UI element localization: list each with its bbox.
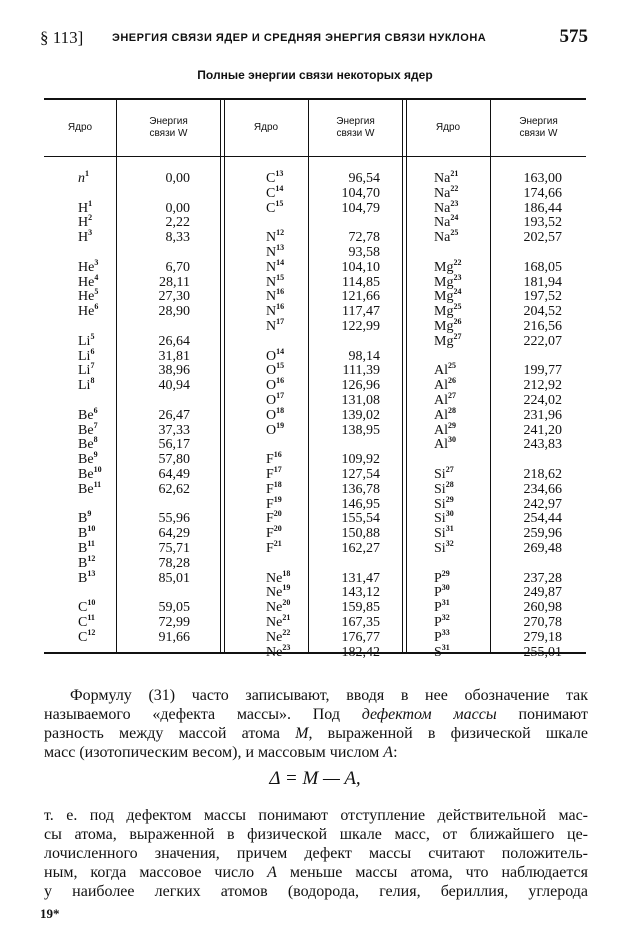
nucleus-symbol: $O^{18}$ — [266, 405, 285, 423]
binding-energy-value: 31,81 — [158, 348, 190, 364]
binding-energy-value: 155,54 — [341, 511, 380, 527]
nucleus-symbol: Ne$^{18}$ — [266, 568, 291, 586]
binding-energy-value: 78,28 — [158, 555, 190, 571]
binding-energy-value: 104,79 — [341, 200, 380, 216]
paragraph-line: Формулу (31) часто записывают, вводя в нее обозначение так — [70, 687, 588, 704]
binding-energy-value: 182,42 — [341, 644, 380, 660]
nucleus-symbol: He$^5$ — [78, 287, 99, 305]
binding-energy-value: 111,39 — [342, 363, 380, 379]
nucleus-symbol: Be$^8$ — [78, 435, 98, 453]
running-title: ЭНЕРГИЯ СВЯЗИ ЯДЕР И СРЕДНЯЯ ЭНЕРГИЯ СВЯЗИ НУКЛОНА — [112, 32, 487, 44]
binding-energy-value: 93,58 — [348, 245, 380, 260]
nucleus-symbol: $C^{12}$ — [78, 627, 96, 645]
section-number: § 113] — [40, 28, 84, 47]
binding-energy-value: 234,66 — [523, 481, 562, 497]
binding-energy-value: 204,52 — [523, 304, 562, 320]
binding-energy-value: 181,94 — [523, 274, 562, 290]
nucleus-symbol: Mg$^{24}$ — [434, 287, 462, 305]
binding-energy-value: 202,57 — [523, 230, 562, 246]
nucleus-symbol: Al$^{28}$ — [434, 405, 456, 423]
binding-energy-value: 109,92 — [341, 452, 380, 468]
nucleus-symbol: Mg$^{23}$ — [434, 272, 462, 290]
header-energy: Энергия связи W — [336, 116, 375, 139]
binding-energy-value: 0,00 — [165, 200, 190, 216]
header-energy: Энергия связи W — [519, 116, 558, 139]
nucleus-symbol: $N^{16}$ — [266, 287, 285, 305]
nucleus-symbol: $S^{31}$ — [434, 642, 450, 660]
binding-energy-value: 64,49 — [158, 467, 190, 482]
nucleus-symbol: Na$^{22}$ — [434, 183, 459, 201]
nucleus-symbol: Mg$^{22}$ — [434, 257, 462, 275]
nucleus-symbol: $H^1$ — [78, 198, 93, 216]
header-rule — [44, 156, 586, 157]
binding-energy-value: 167,35 — [341, 615, 380, 630]
binding-energy-value: 259,96 — [523, 526, 562, 542]
binding-energy-value: 85,01 — [158, 570, 190, 586]
binding-energy-value: 163,00 — [523, 171, 562, 186]
nucleus-symbol: $F^{16}$ — [266, 450, 282, 468]
nucleus-symbol: $N^{16}$ — [266, 302, 285, 320]
binding-energy-value: 150,88 — [341, 526, 380, 542]
binding-energy-value: 104,10 — [341, 259, 380, 275]
nucleus-symbol: Si$^{31}$ — [434, 524, 454, 542]
nucleus-symbol: Mg$^{25}$ — [434, 302, 462, 320]
nucleus-symbol: Mg$^{27}$ — [434, 331, 462, 349]
binding-energy-table — [44, 98, 586, 660]
binding-energy-value: 241,20 — [523, 422, 562, 438]
binding-energy-value: 270,78 — [523, 615, 562, 630]
nucleus-symbol: $F^{19}$ — [266, 494, 282, 512]
binding-energy-value: 176,77 — [341, 629, 380, 645]
binding-energy-value: 260,98 — [523, 600, 562, 616]
binding-energy-value: 75,71 — [158, 541, 190, 556]
paragraph-line: называемого «дефекта массы». Под дефектом массы понимают — [44, 706, 588, 723]
column-divider-double — [402, 100, 407, 652]
nucleus-symbol: Al$^{27}$ — [434, 391, 456, 408]
signature-mark: 19* — [40, 906, 60, 921]
nucleus-symbol: $C^{15}$ — [266, 198, 284, 216]
binding-energy-value: 28,90 — [158, 304, 190, 320]
binding-energy-value: 37,33 — [158, 422, 190, 438]
binding-energy-value: 55,96 — [158, 511, 190, 527]
binding-energy-value: 249,87 — [523, 585, 562, 601]
binding-energy-value: 254,44 — [523, 511, 562, 527]
binding-energy-value: 131,08 — [341, 393, 380, 408]
nucleus-symbol: Al$^{29}$ — [434, 420, 456, 438]
binding-energy-value: 72,99 — [158, 615, 190, 630]
nucleus-symbol: $P^{29}$ — [434, 568, 450, 586]
binding-energy-value: 212,92 — [523, 378, 562, 394]
binding-energy-value: 162,27 — [341, 541, 380, 556]
nucleus-symbol: Li$^6$ — [78, 346, 95, 364]
nucleus-symbol: $C^{10}$ — [78, 598, 96, 616]
nucleus-symbol: $C^{13}$ — [266, 169, 284, 186]
nucleus-symbol: Ne$^{20}$ — [266, 598, 291, 616]
binding-energy-value: 243,83 — [523, 437, 562, 453]
binding-energy-value: 59,05 — [158, 600, 190, 616]
binding-energy-value: 146,95 — [341, 496, 380, 512]
nucleus-symbol: $F^{21}$ — [266, 539, 282, 556]
nucleus-symbol: Be$^{11}$ — [78, 479, 102, 497]
binding-energy-value: 28,11 — [159, 274, 190, 290]
binding-energy-value: 72,78 — [348, 230, 380, 246]
table-title: Полные энергии связи некоторых ядер — [197, 68, 433, 82]
nucleus-symbol: $O^{16}$ — [266, 376, 285, 394]
binding-energy-value: 255,01 — [523, 644, 562, 660]
binding-energy-value: 224,02 — [523, 393, 562, 408]
paragraph-line: масс (изотопическим весом), и массовым числом A: — [44, 744, 398, 761]
nucleus-symbol: Li$^5$ — [78, 331, 95, 349]
binding-energy-value: 136,78 — [341, 481, 380, 497]
binding-energy-value: 96,54 — [348, 171, 380, 186]
binding-energy-value: 242,97 — [523, 496, 562, 512]
nucleus-symbol: Ne$^{19}$ — [266, 583, 291, 601]
binding-energy-value: 231,96 — [523, 407, 562, 423]
binding-energy-value: 104,70 — [341, 185, 380, 201]
binding-energy-value: 216,56 — [523, 319, 562, 334]
binding-energy-value: 131,47 — [341, 570, 380, 586]
running-header — [40, 28, 588, 52]
nucleus-symbol: $N^{13}$ — [266, 243, 285, 260]
column-divider — [490, 100, 491, 652]
binding-energy-value: 40,94 — [158, 378, 190, 394]
binding-energy-value: 57,80 — [158, 452, 190, 468]
nucleus-symbol: $O^{17}$ — [266, 391, 285, 408]
header-nucleus: Ядро — [435, 122, 461, 133]
nucleus-symbol: $N^{14}$ — [266, 257, 285, 275]
nucleus-symbol: $O^{15}$ — [266, 361, 285, 379]
paragraph-line: ным, когда массовое число A меньше массы атома, что наблюдается — [44, 864, 588, 881]
nucleus-symbol: $F^{20}$ — [266, 509, 282, 527]
binding-energy-value: 237,28 — [523, 570, 562, 586]
binding-energy-value: 159,85 — [341, 600, 380, 616]
binding-energy-value: 114,85 — [342, 274, 380, 290]
nucleus-symbol: Mg$^{26}$ — [434, 317, 462, 334]
nucleus-symbol: $P^{32}$ — [434, 613, 450, 630]
binding-energy-value: 222,07 — [523, 333, 562, 349]
nucleus-symbol: $F^{17}$ — [266, 465, 282, 482]
binding-energy-value: 122,99 — [341, 319, 380, 334]
nucleus-symbol: Li$^7$ — [78, 361, 95, 379]
nucleus-symbol: He$^6$ — [78, 302, 99, 320]
binding-energy-value: 143,12 — [341, 585, 380, 601]
nucleus-symbol: $N^{12}$ — [266, 228, 285, 246]
nucleus-symbol: He$^4$ — [78, 272, 99, 290]
nucleus-symbol: Ne$^{23}$ — [266, 642, 291, 660]
nucleus-symbol: $B^{12}$ — [78, 553, 96, 571]
binding-energy-value: 197,52 — [523, 289, 562, 305]
mass-defect-formula: Δ = M — A, — [269, 768, 361, 789]
column-divider — [116, 100, 117, 652]
nucleus-symbol: Li$^8$ — [78, 376, 95, 394]
nucleus-symbol: $B^{13}$ — [78, 568, 96, 586]
binding-energy-value: 56,17 — [158, 437, 190, 453]
paragraph-line: т. е. под дефектом массы понимают отступление действительной мас- — [44, 807, 588, 824]
binding-energy-value: 279,18 — [523, 629, 562, 645]
binding-energy-value: 139,02 — [341, 407, 380, 423]
binding-energy-value: 2,22 — [165, 215, 190, 231]
binding-energy-value: 199,77 — [523, 363, 562, 379]
header-energy: Энергия связи W — [149, 116, 188, 139]
binding-energy-value: 174,66 — [523, 185, 562, 201]
nucleus-symbol: $B^9$ — [78, 509, 92, 527]
binding-energy-value: 27,30 — [158, 289, 190, 305]
binding-energy-value: 64,29 — [158, 526, 190, 542]
binding-energy-value: 126,96 — [341, 378, 380, 394]
nucleus-symbol: $F^{20}$ — [266, 524, 282, 542]
binding-energy-value: 38,96 — [158, 363, 190, 379]
binding-energy-value: 117,47 — [342, 304, 380, 320]
binding-energy-value: 62,62 — [158, 481, 190, 497]
nucleus-symbol: Na$^{23}$ — [434, 198, 459, 216]
binding-energy-value: 26,64 — [158, 333, 190, 349]
nucleus-symbol: Al$^{26}$ — [434, 376, 456, 394]
binding-energy-value: 168,05 — [523, 259, 562, 275]
binding-energy-value: 269,48 — [523, 541, 562, 556]
binding-energy-value: 26,47 — [158, 407, 190, 423]
nucleus-symbol: Si$^{29}$ — [434, 494, 454, 512]
nucleus-symbol: $C^{11}$ — [78, 613, 95, 630]
binding-energy-value: 91,66 — [158, 629, 190, 645]
nucleus-symbol: $H^2$ — [78, 213, 93, 231]
nucleus-symbol: Na$^{25}$ — [434, 228, 459, 246]
binding-energy-value: 186,44 — [523, 200, 562, 216]
nucleus-symbol: $O^{19}$ — [266, 420, 285, 438]
nucleus-symbol: Al$^{30}$ — [434, 435, 456, 453]
nucleus-symbol: $H^3$ — [78, 228, 93, 246]
nucleus-symbol: $N^{17}$ — [266, 317, 285, 334]
column-divider — [308, 100, 309, 652]
header-nucleus: Ядро — [253, 122, 279, 133]
paragraph-line: разность между массой атома M, выраженной в физической шкале — [44, 725, 588, 742]
nucleus-symbol: $P^{31}$ — [434, 598, 450, 616]
binding-energy-value: 218,62 — [523, 467, 562, 482]
nucleus-symbol: Ne$^{21}$ — [266, 613, 291, 630]
nucleus-symbol: Na$^{21}$ — [434, 169, 459, 186]
binding-energy-value: 193,52 — [523, 215, 562, 231]
nucleus-symbol: $P^{30}$ — [434, 583, 450, 601]
nucleus-symbol: $B^{11}$ — [78, 539, 95, 556]
nucleus-symbol: Ne$^{22}$ — [266, 627, 291, 645]
nucleus-symbol: $C^{14}$ — [266, 183, 284, 201]
nucleus-symbol: $N^{15}$ — [266, 272, 285, 290]
nucleus-symbol: Si$^{28}$ — [434, 479, 454, 497]
paragraph-line: лочисленного значения, причем дефект массы считают положитель- — [44, 845, 588, 862]
paragraph-line: сы атома, выраженной в физической шкале масс, от ближайшего це- — [44, 826, 588, 843]
nucleus-symbol: Al$^{25}$ — [434, 361, 456, 379]
nucleus-symbol: $n^1$ — [78, 169, 89, 186]
page-number: 575 — [559, 26, 588, 47]
binding-energy-value: 127,54 — [341, 467, 380, 482]
nucleus-symbol: Be$^6$ — [78, 405, 98, 423]
nucleus-symbol: Be$^7$ — [78, 420, 98, 438]
nucleus-symbol: Si$^{30}$ — [434, 509, 454, 527]
nucleus-symbol: Be$^{10}$ — [78, 465, 102, 482]
binding-energy-value: 121,66 — [341, 289, 380, 305]
nucleus-symbol: Be$^9$ — [78, 450, 98, 468]
nucleus-symbol: Na$^{24}$ — [434, 213, 459, 231]
column-divider-double — [220, 100, 225, 652]
binding-energy-value: 8,33 — [165, 230, 190, 246]
nucleus-symbol: $O^{14}$ — [266, 346, 285, 364]
header-nucleus: Ядро — [67, 122, 93, 133]
nucleus-symbol: $F^{18}$ — [266, 479, 282, 497]
nucleus-symbol: Si$^{32}$ — [434, 539, 454, 556]
nucleus-symbol: $P^{33}$ — [434, 627, 450, 645]
binding-energy-value: 0,00 — [165, 171, 190, 186]
binding-energy-value: 6,70 — [165, 259, 190, 275]
paragraph-line: у наиболее легких атомов (водорода, гелия, бериллия, углерода — [44, 883, 588, 900]
nucleus-symbol: He$^3$ — [78, 257, 99, 275]
binding-energy-value: 138,95 — [341, 422, 380, 438]
nucleus-symbol: $B^{10}$ — [78, 524, 96, 542]
binding-energy-value: 98,14 — [348, 348, 380, 364]
nucleus-symbol: Si$^{27}$ — [434, 465, 454, 482]
